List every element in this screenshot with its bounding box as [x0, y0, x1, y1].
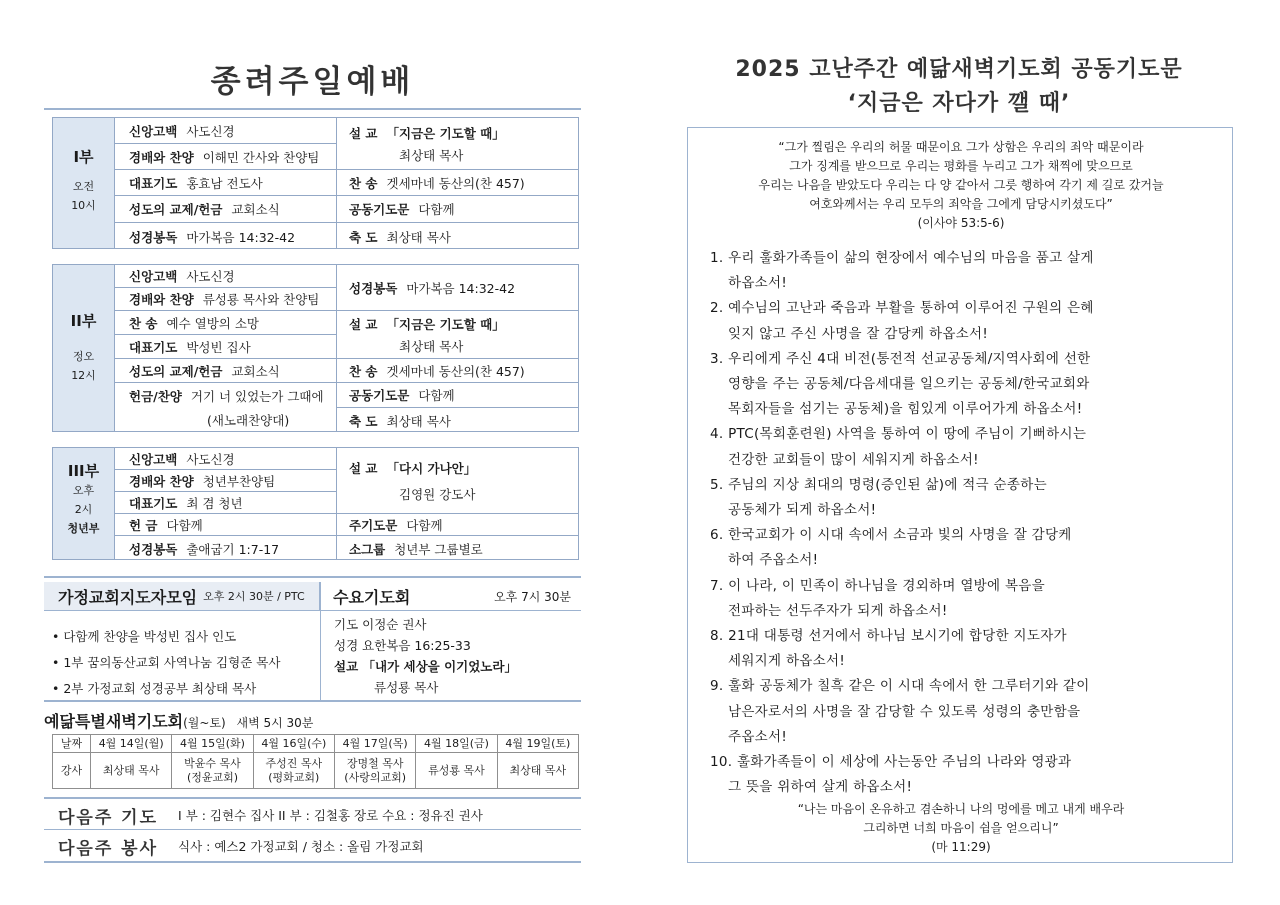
- table-header-row: [53, 735, 579, 753]
- column-divider: [320, 582, 321, 700]
- service-2-name: II부: [70, 312, 97, 330]
- service-3-label: [53, 448, 115, 559]
- section-divider: [44, 700, 581, 702]
- table-cell: 4월 17일(목): [334, 735, 415, 753]
- order-row: 소그룹 청년부 그룹별로: [349, 541, 483, 557]
- gathering-header: [44, 582, 320, 610]
- sermon-row: 설 교 「지금은 기도할 때」 최상태 목사: [337, 311, 578, 359]
- prayer-page-subtitle: ‘지금은 자다가 깰 때’: [847, 91, 1071, 116]
- service-1-time-hour: 10시: [71, 199, 96, 212]
- order-row: 헌금/찬양 거기 너 있었는가 그때에 (새노래찬양대): [129, 389, 324, 428]
- order-row: 성경봉독 마가복음 14:32-42: [337, 265, 578, 311]
- table-cell: 4월 16일(수): [253, 735, 334, 753]
- wednesday-pastor: 류성룡 목사: [374, 680, 439, 695]
- table-cell: 장명철 목사 (사랑의교회): [334, 753, 415, 789]
- order-row: 성도의 교제/헌금 교회소식: [115, 359, 336, 383]
- service-3-left-column: [115, 448, 337, 559]
- order-row: 대표기도 박성빈 집사: [115, 335, 336, 359]
- wednesday-prayer: 기도 이정순 권사: [334, 617, 427, 632]
- section-divider: [44, 610, 581, 611]
- table-cell: 날짜: [53, 735, 91, 753]
- order-row: 축 도 최상태 목사: [349, 229, 451, 245]
- next-prayer-value: I 부 : 김현수 집사 II 부 : 김철홍 장로 수요 : 정유진 권사: [178, 808, 483, 823]
- prayer-list: [710, 246, 1224, 800]
- gathering-title: 가정교회지도자모임: [58, 587, 198, 607]
- order-row: 공동기도문 다함께: [337, 196, 578, 223]
- dawn-prayer-time: 새벽 5시 30분: [236, 716, 314, 730]
- opening-verse: “그가 찔림은 우리의 허물 때문이요 그가 상함은 우리의 죄악 때문이라 그가 징계를 받으므로 우리는 평화를 누리고 그가 채찍에 맞으므로 우리는 나음을 받았도다 우리는 다 양 같아서 그릇 행하여 각기 제 길로 갔거늘 여호와께서는 우리 모두의 죄악을 그에게 담당시키셨도다” (이사야 53:5-6): [758, 140, 1164, 230]
- order-row: 경배와 찬양 류성룡 목사와 찬양팀: [115, 288, 336, 311]
- order-row: 대표기도 홍효남 전도사: [115, 170, 336, 196]
- table-cell: 4월 18일(금): [416, 735, 497, 753]
- table-cell: 4월 19일(토): [497, 735, 578, 753]
- prayer-item: 4. PTC(목회훈련원) 사역을 통하여 이 땅에 주님이 기뻐하시는 건강한 교회들이 많이 세워지게 하옵소서!: [710, 426, 1087, 468]
- table-row: [53, 753, 579, 789]
- gathering-list: [52, 624, 320, 702]
- order-row: 주기도문 다함께: [337, 514, 578, 536]
- service-2-time-period: 정오: [72, 350, 95, 363]
- dawn-prayer-days: (월~토): [183, 716, 226, 730]
- gathering-time: 오후 2시 30분 / PTC: [203, 590, 305, 603]
- order-row: 신앙고백 사도신경: [115, 118, 336, 144]
- table-cell: 강사: [53, 753, 91, 789]
- prayer-item: 7. 이 나라, 이 민족이 하나님을 경외하며 열방에 복음을 전파하는 선두주자가 되게 하옵소서!: [710, 577, 1045, 619]
- service-2-right-column: [337, 265, 578, 431]
- order-row: 대표기도 최 겸 청년: [115, 492, 336, 514]
- order-row: 축 도 최상태 목사: [349, 413, 451, 429]
- dawn-prayer-header: [44, 709, 581, 732]
- service-2-left-column: [115, 265, 337, 431]
- table-cell: 4월 14일(월): [91, 735, 172, 753]
- order-row: 공동기도문 다함께: [337, 383, 578, 408]
- order-row: 신앙고백 사도신경: [115, 448, 336, 470]
- order-row: 경배와 찬양 청년부찬양팀: [115, 470, 336, 492]
- order-row: 신앙고백 사도신경: [115, 265, 336, 288]
- prayer-item: 3. 우리에게 주신 4대 비전(통전적 선교공동체/지역사회에 선한 영향을 주는 공동체/다음세대를 일으키는 공동체/한국교회와 목회자들을 섬기는 공동체)을 힘있게 이루어가게 하옵소서!: [710, 350, 1091, 418]
- table-cell: 류성룡 목사: [416, 753, 497, 789]
- prayer-box: [687, 127, 1233, 863]
- sermon-row: 설 교 「다시 가나안」 김영원 강도사: [337, 448, 578, 514]
- wednesday-list: [334, 614, 579, 698]
- service-1-table: [52, 117, 579, 249]
- service-1-name: I부: [73, 148, 94, 166]
- next-week-prayer: [44, 800, 581, 830]
- service-3-name: III부: [67, 462, 100, 480]
- wednesday-header: [321, 582, 581, 610]
- prayer-item: 1. 우리 훌화가족들이 삶의 현장에서 예수님의 마음을 품고 살게 하옵소서!: [710, 250, 1094, 292]
- dawn-prayer-title: 예닮특별새벽기도회: [44, 712, 184, 731]
- order-row: 찬 송 겟세마네 동산의(찬 457): [337, 359, 578, 383]
- wednesday-sermon: 설교 「내가 세상을 이기었노라」: [334, 659, 517, 674]
- service-3-time-period: 오후: [72, 484, 95, 497]
- section-divider: [44, 861, 581, 863]
- dawn-prayer-table: [52, 734, 579, 789]
- list-item: • 1부 꿈의동산교회 사역나눔 김형준 목사: [52, 655, 281, 670]
- service-1-label: [53, 118, 115, 248]
- closing-verse: “나는 마음이 온유하고 겸손하니 나의 멍에를 메고 내게 배우라 그리하면 너희 마음이 쉼을 얻으리니” (마 11:29): [797, 802, 1125, 854]
- prayer-item: 10. 훌화가족들이 이 세상에 사는동안 주님의 나라와 영광과 그 뜻을 위하여 살게 하옵소서!: [710, 754, 1072, 796]
- bulletin-left-page: [44, 0, 581, 905]
- table-cell: 4월 15일(화): [172, 735, 253, 753]
- table-cell: 최상태 목사: [497, 753, 578, 789]
- table-cell: 박윤수 목사 (정윤교회): [172, 753, 253, 789]
- bulletin-right-page: [684, 0, 1234, 905]
- service-3-table: [52, 447, 579, 560]
- order-row: 성경봉독 출애굽기 1:7-17: [129, 541, 280, 557]
- service-1-time-period: 오전: [72, 180, 95, 193]
- service-1-right-column: [337, 118, 578, 248]
- list-item: • 다함께 찬양을 박성빈 집사 인도: [52, 629, 237, 644]
- service-3-time-hour: 2시: [74, 503, 93, 516]
- order-row: 경배와 찬양 이해민 간사와 찬양팀: [115, 144, 336, 170]
- title-divider: [44, 108, 581, 110]
- order-row: 헌 금 다함께: [115, 514, 336, 536]
- service-1-left-column: [115, 118, 337, 248]
- prayer-item: 6. 한국교회가 이 시대 속에서 소금과 빛의 사명을 잘 감당케 하여 주옵소서!: [710, 527, 1072, 569]
- service-2-time-hour: 12시: [71, 369, 96, 382]
- next-service-value: 식사 : 예스2 가정교회 / 청소 : 올림 가정교회: [178, 839, 424, 854]
- order-row: 성도의 교제/헌금 교회소식: [115, 196, 336, 223]
- next-week-service: [44, 831, 581, 861]
- service-2-label: [53, 265, 115, 431]
- next-prayer-title: 다음주 기도: [58, 807, 159, 828]
- prayer-item: 9. 훌화 공동체가 칠흑 같은 이 시대 속에서 한 그루터기와 같이 남은자로서의 사명을 잘 감당할 수 있도록 성령의 충만함을 주옵소서!: [710, 678, 1090, 745]
- prayer-item: 2. 예수님의 고난과 죽음과 부활을 통하여 이루어진 구원의 은혜 잊지 않고 주신 사명을 잘 감당케 하옵소서!: [710, 300, 1094, 342]
- wednesday-bible: 성경 요한복음 16:25-33: [334, 638, 471, 653]
- next-service-title: 다음주 봉사: [58, 838, 159, 859]
- list-item: • 2부 가정교회 성경공부 최상태 목사: [52, 681, 257, 696]
- prayer-item: 5. 주님의 지상 최대의 명령(증인된 삶)에 적극 순종하는 공동체가 되게 하옵소서!: [710, 476, 1047, 519]
- section-divider: [44, 829, 581, 830]
- order-row: 찬 송 예수 열방의 소망: [115, 311, 336, 335]
- wednesday-title: 수요기도회: [333, 587, 411, 607]
- section-divider: [44, 797, 581, 799]
- order-row: 성경봉독 마가복음 14:32-42: [129, 229, 296, 245]
- prayer-page-title: 2025 고난주간 예닮새벽기도회 공동기도문: [735, 57, 1183, 82]
- table-cell: 최상태 목사: [91, 753, 172, 789]
- page-title: 종려주일예배: [210, 64, 415, 100]
- service-3-right-column: [337, 448, 578, 559]
- table-cell: 주성진 목사 (평화교회): [253, 753, 334, 789]
- service-2-table: [52, 264, 579, 432]
- sermon-row: 설 교 「지금은 기도할 때」 최상태 목사: [337, 118, 578, 170]
- service-3-group: 청년부: [67, 522, 100, 535]
- prayer-item: 8. 21대 대통령 선거에서 하나님 보시기에 합당한 지도자가 세워지게 하옵소서!: [710, 628, 1067, 670]
- wednesday-time: 오후 7시 30분: [494, 589, 571, 604]
- order-row: 찬 송 겟세마네 동산의(찬 457): [337, 170, 578, 196]
- section-divider: [44, 576, 581, 578]
